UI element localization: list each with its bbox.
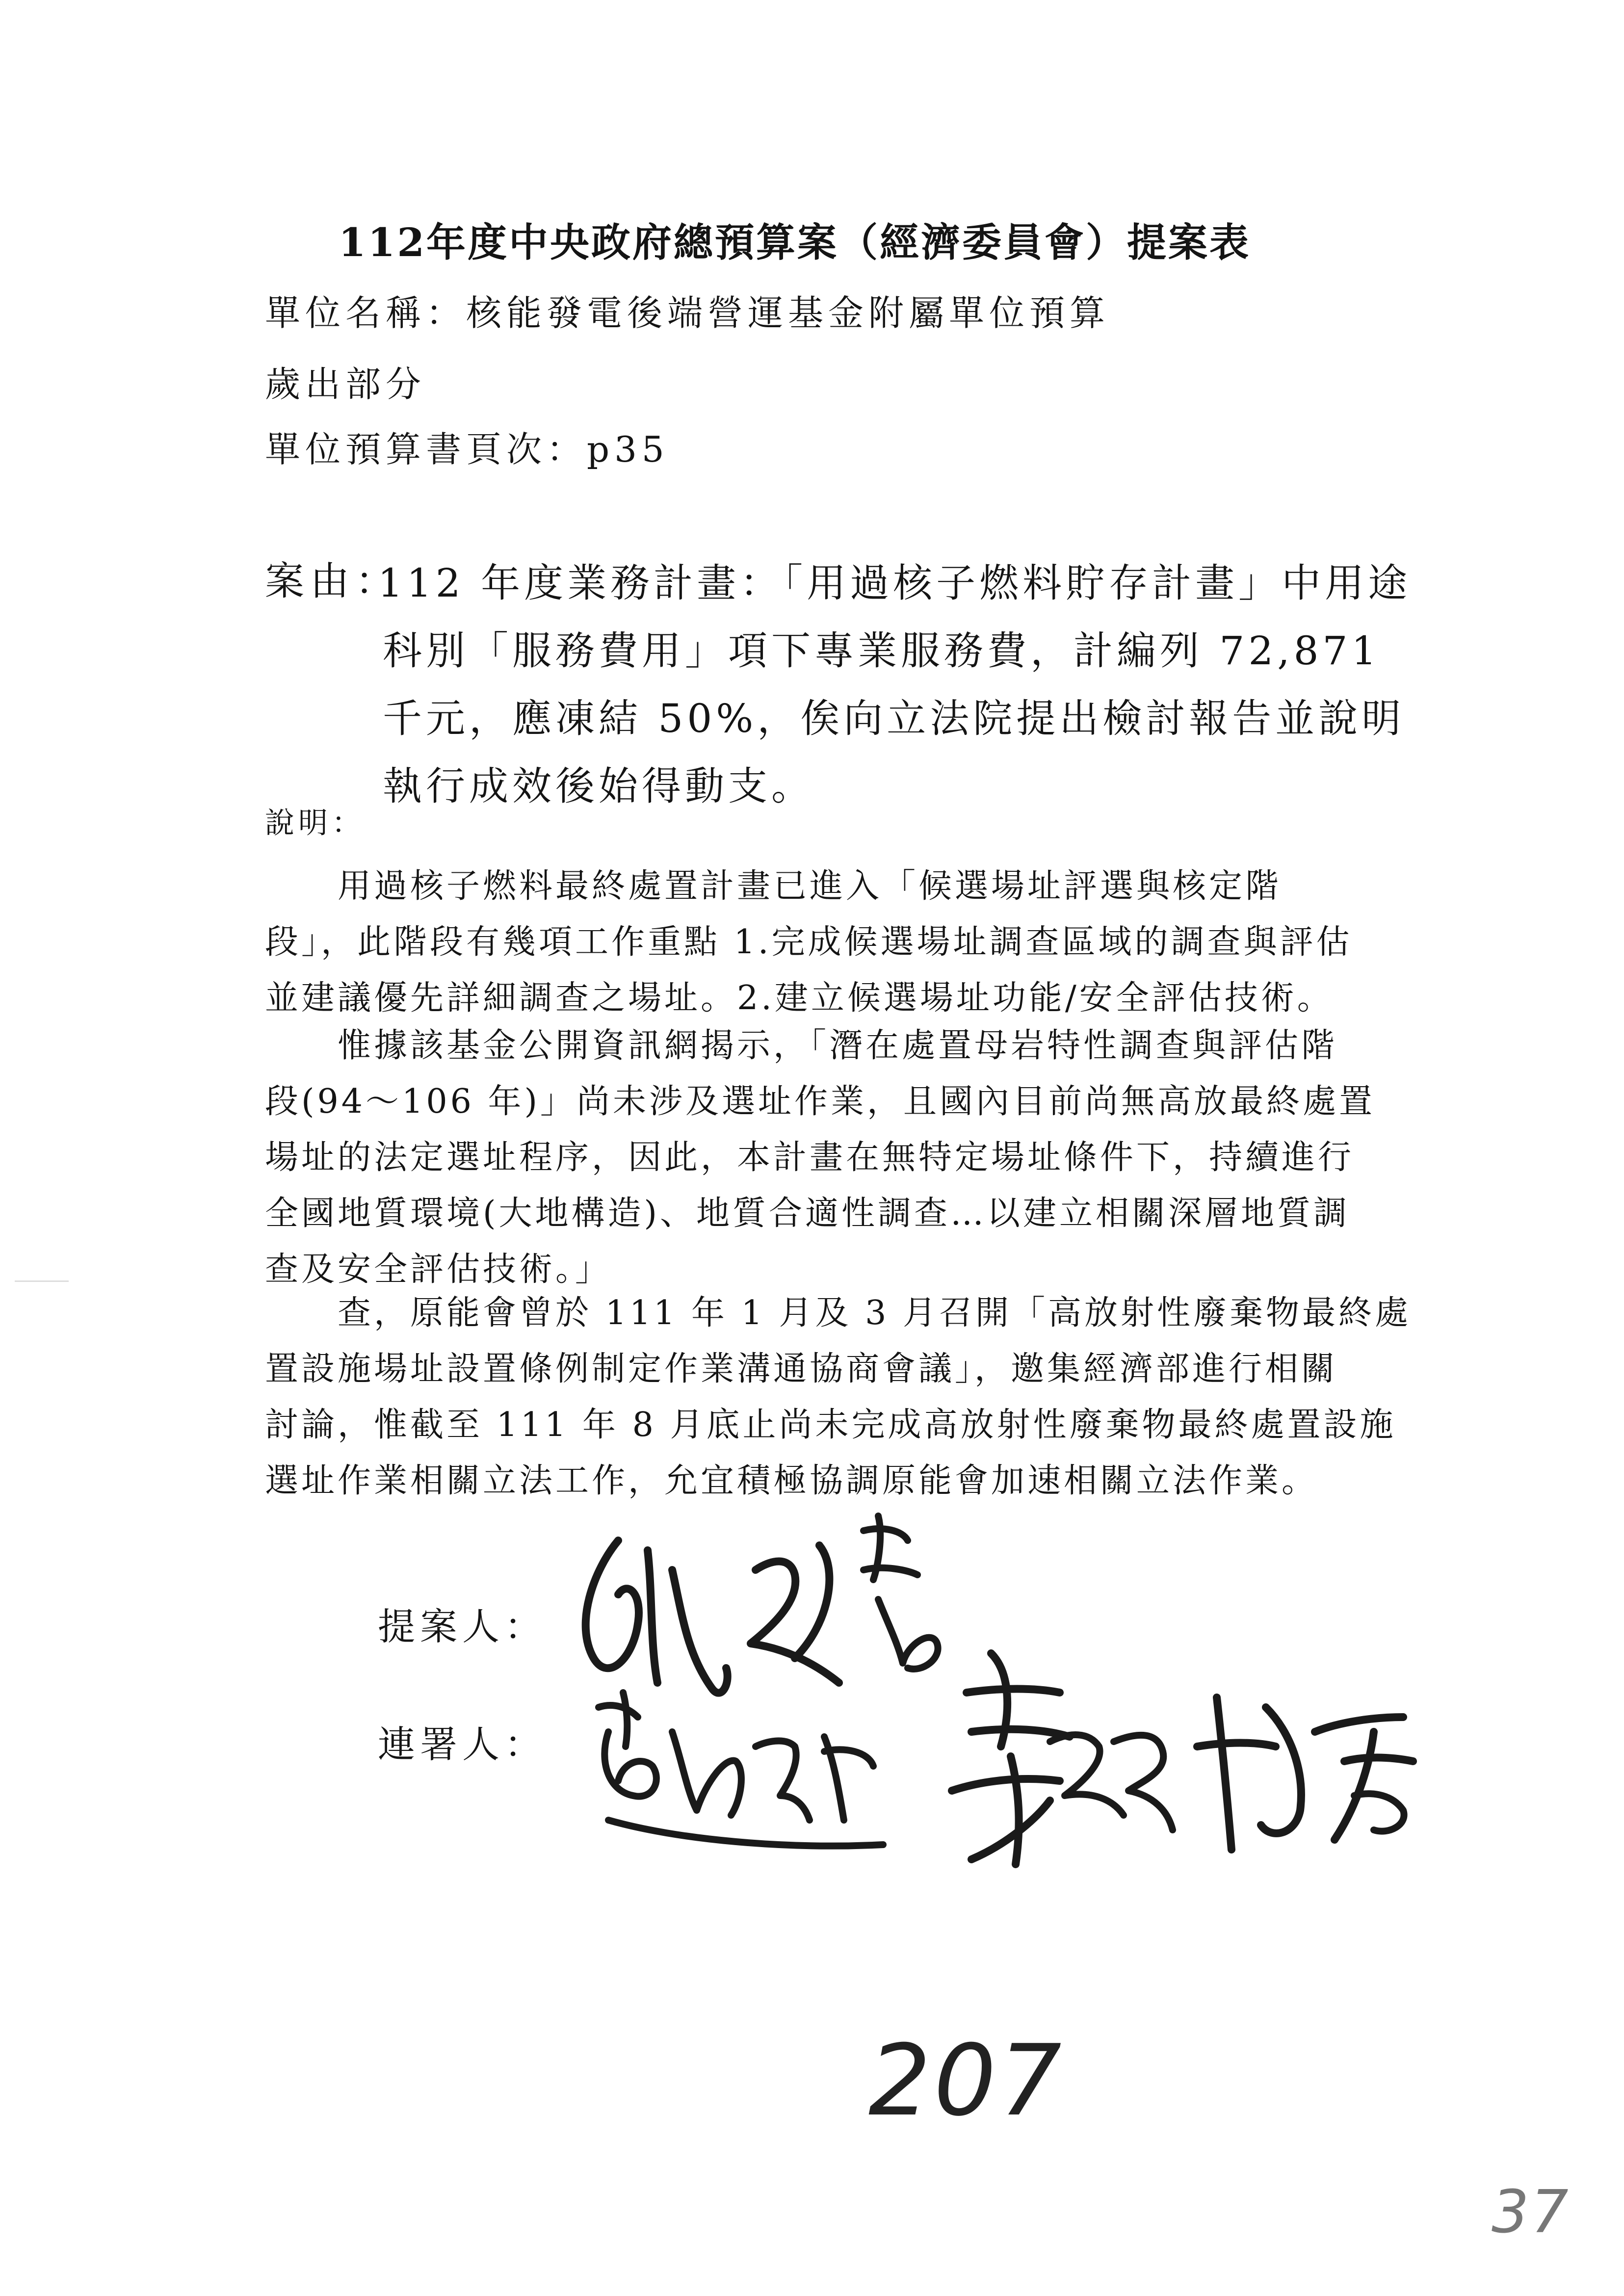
case-line: 112 年度業務計畫：「用過核子燃料貯存計畫」中用途 bbox=[378, 560, 1412, 606]
handwritten-corner-number: 37 bbox=[1492, 2178, 1571, 2246]
explanation-paragraph bbox=[265, 1018, 1408, 1298]
budget-page-reference: 單位預算書頁次：p35 bbox=[265, 429, 669, 470]
paragraph-line: 場址的法定選址程序，因此，本計畫在無特定場址條件下，持續進行 bbox=[265, 1138, 1355, 1177]
scan-artifact bbox=[15, 1280, 69, 1282]
case-label: 案由： bbox=[265, 558, 400, 604]
handwritten-page-number: 207 bbox=[868, 2024, 1065, 2138]
explanation-paragraph bbox=[265, 859, 1408, 1026]
unit-name: 單位名稱：核能發電後端營運基金附屬單位預算 bbox=[265, 292, 1110, 334]
cosigner-signature bbox=[579, 1634, 1487, 1908]
cosigner-label: 連署人： bbox=[378, 1722, 547, 1766]
case-line: 科別「服務費用」項下專業服務費，計編列 72,871 bbox=[383, 628, 1381, 674]
explanation-paragraph bbox=[265, 1285, 1412, 1509]
paragraph-line: 討論，惟截至 111 年 8 月底止尚未完成高放射性廢棄物最終處置設施 bbox=[265, 1406, 1396, 1444]
paragraph-line: 惟據該基金公開資訊網揭示，「潛在處置母岩特性調查與評估階 bbox=[265, 1026, 1338, 1065]
paragraph-line: 段」，此階段有幾項工作重點 1.完成候選場址調查區域的調查與評估 bbox=[265, 923, 1353, 962]
proposer-label: 提案人： bbox=[378, 1605, 547, 1648]
paragraph-line: 選址作業相關立法工作，允宜積極協調原能會加速相關立法作業。 bbox=[265, 1461, 1318, 1500]
case-line: 千元，應凍結 50%，俟向立法院提出檢討報告並說明 bbox=[383, 696, 1405, 741]
paragraph-line: 並建議優先詳細調查之場址。2.建立候選場址功能/安全評估技術。 bbox=[265, 979, 1334, 1018]
paragraph-line: 置設施場址設置條例制定作業溝通協商會議」，邀集經濟部進行相關 bbox=[265, 1350, 1338, 1388]
paragraph-line: 全國地質環境(大地構造)、地質合適性調查…以建立相關深層地質調 bbox=[265, 1194, 1350, 1233]
document-title: 112年度中央政府總預算案（經濟委員會）提案表 bbox=[339, 219, 1251, 265]
paragraph-line: 段(94～106 年)」尚未涉及選址作業，且國內目前尚無高放最終處置 bbox=[265, 1082, 1375, 1121]
explanation-label: 說明： bbox=[265, 806, 365, 840]
case-line: 執行成效後始得動支。 bbox=[383, 763, 814, 809]
budget-section: 歲出部分 bbox=[265, 364, 426, 405]
paragraph-line: 查，原能會曾於 111 年 1 月及 3 月召開「高放射性廢棄物最終處 bbox=[265, 1294, 1412, 1332]
paragraph-line: 查及安全評估技術。」 bbox=[265, 1250, 612, 1289]
paragraph-line: 用過核子燃料最終處置計畫已進入「候選場址評選與核定階 bbox=[265, 867, 1282, 906]
